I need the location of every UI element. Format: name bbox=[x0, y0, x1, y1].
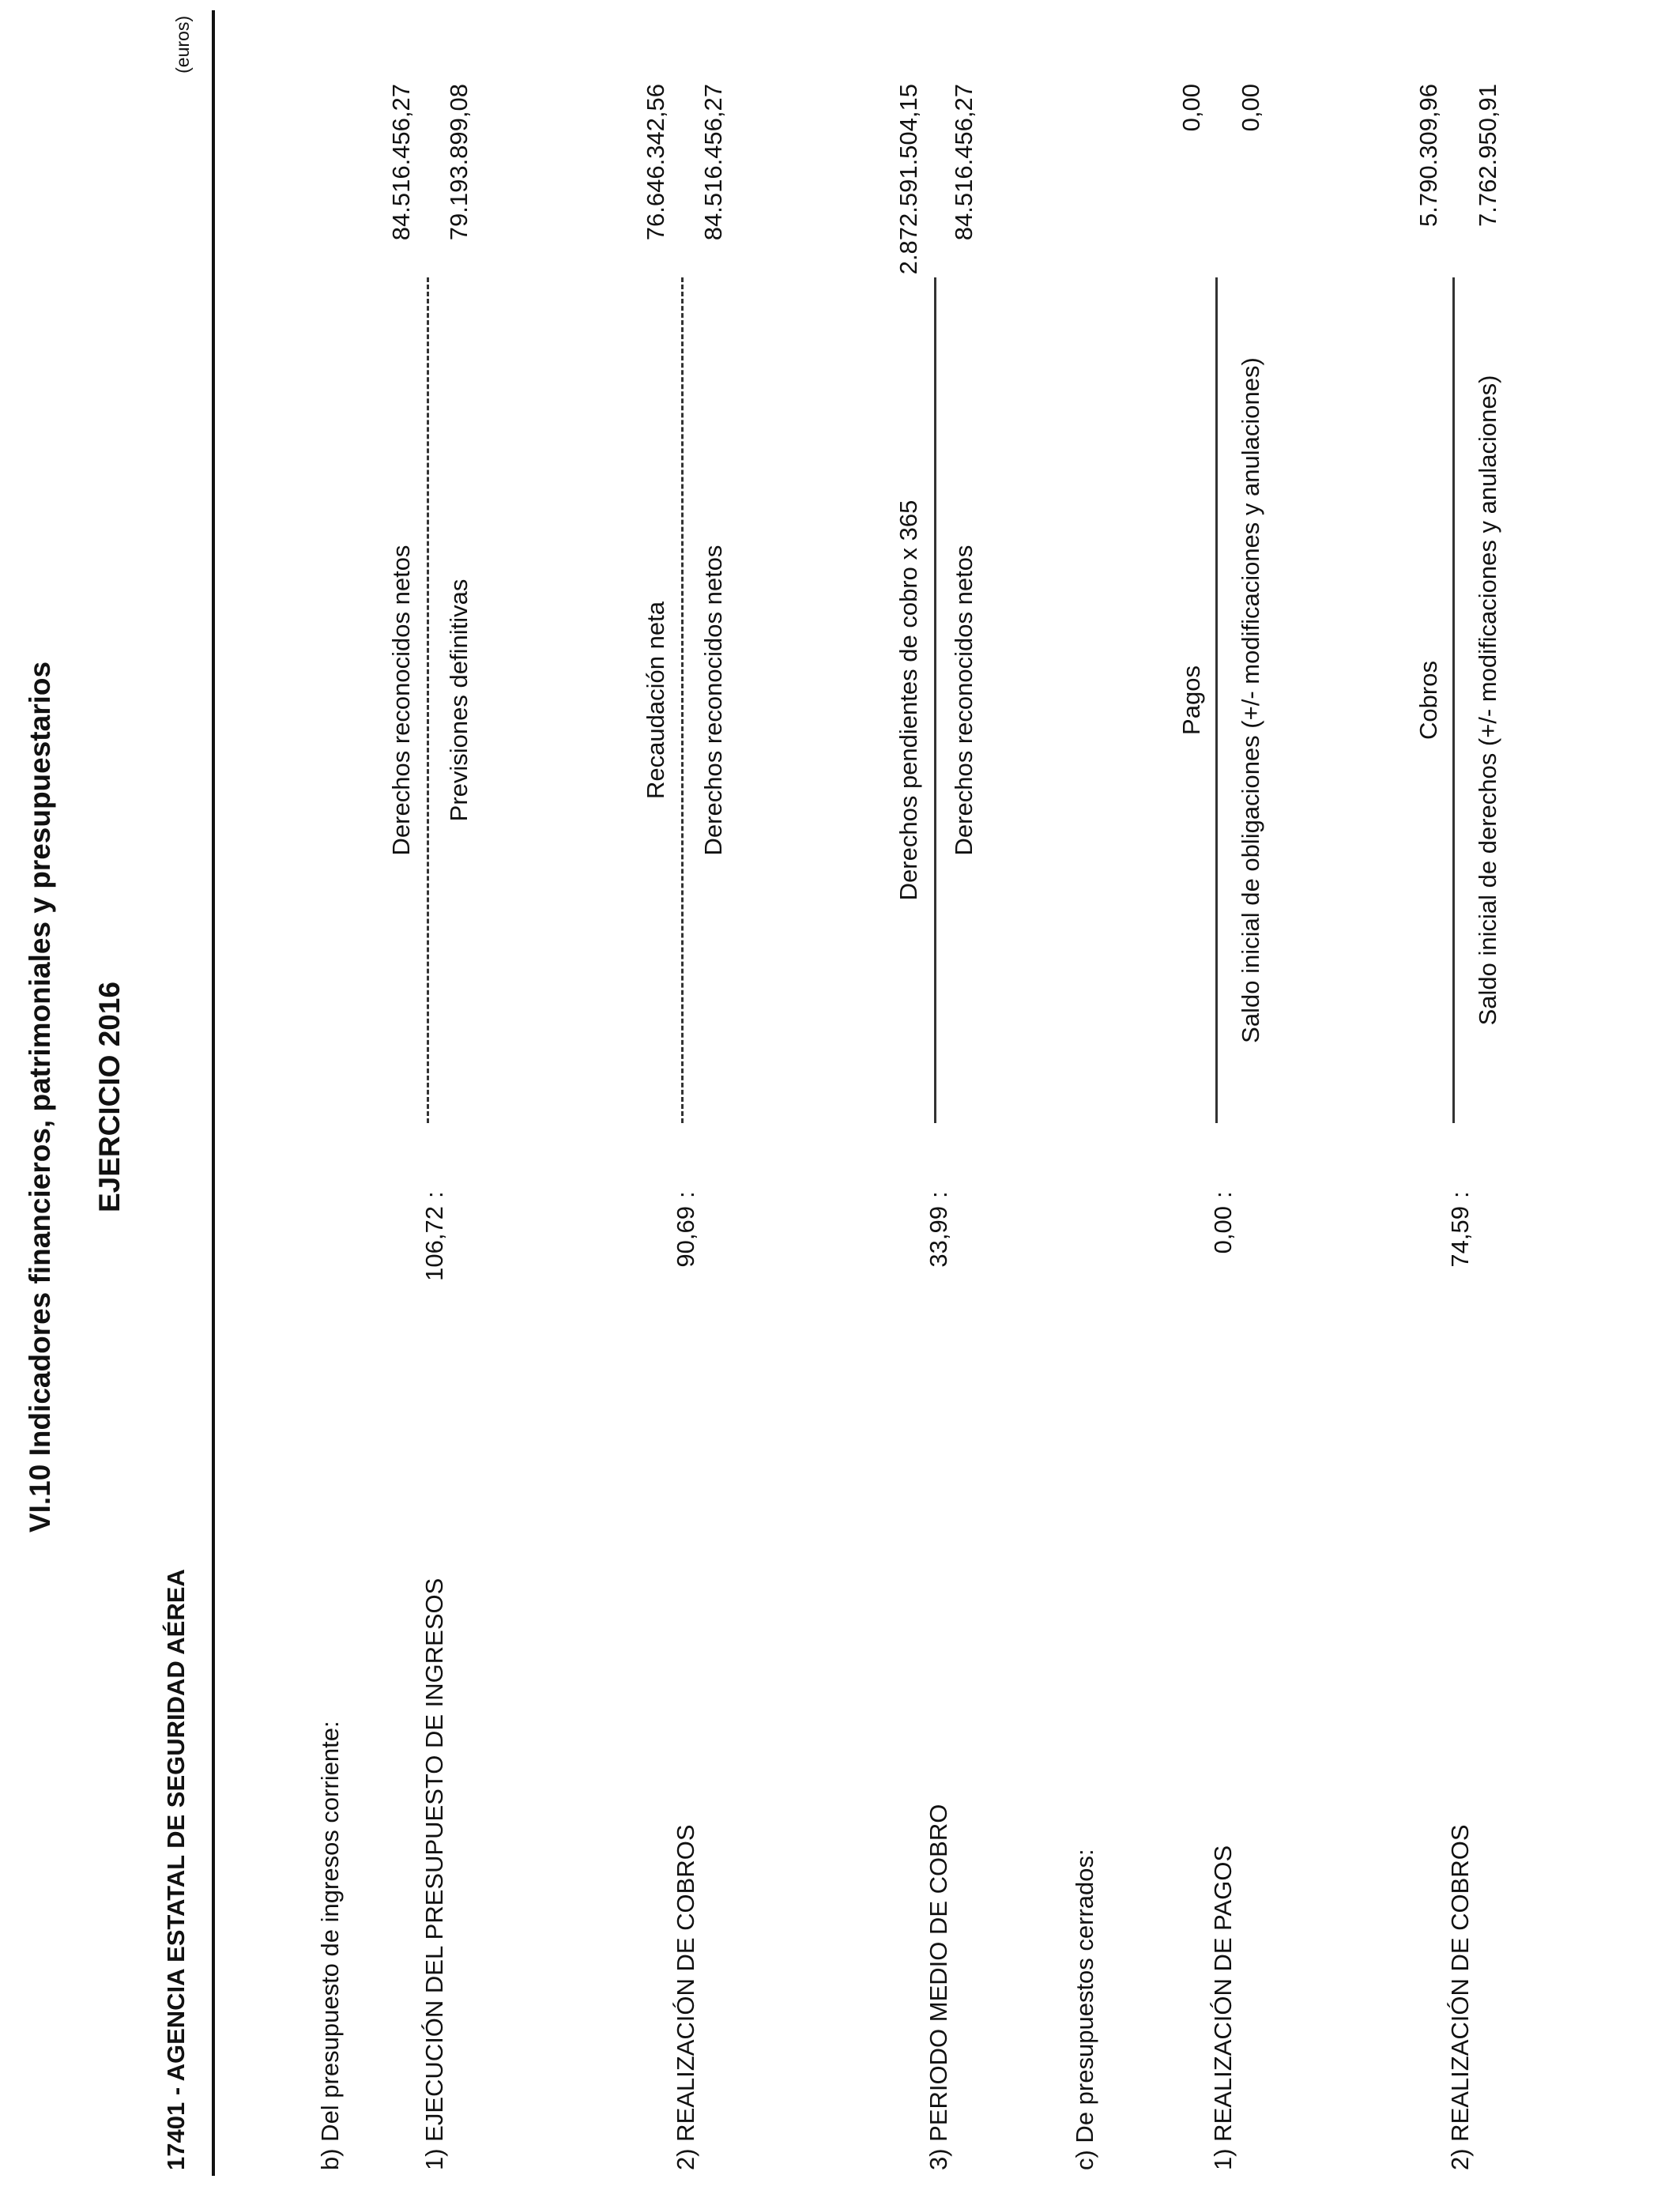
fraction-line bbox=[681, 277, 684, 1123]
fraction-line bbox=[427, 277, 429, 1123]
numerator-label: Derechos pendientes de cobro x 365 bbox=[895, 499, 922, 901]
indicator-ratio: 74,59 bbox=[1446, 1206, 1474, 1268]
colon-separator: : bbox=[925, 1191, 952, 1198]
colon-separator: : bbox=[1446, 1191, 1474, 1198]
indicator-ratio: 33,99 bbox=[925, 1206, 952, 1268]
indicator-label: 2) REALIZACIÓN DE COBROS bbox=[1446, 1824, 1474, 2170]
fraction-line bbox=[1452, 277, 1455, 1123]
unit-label: (euros) bbox=[172, 16, 193, 74]
colon-separator: : bbox=[1209, 1191, 1237, 1198]
denominator-label: Derechos reconocidos netos bbox=[699, 545, 727, 856]
numerator-label: Recaudación neta bbox=[642, 601, 669, 799]
denominator-value: 7.762.950,91 bbox=[1474, 84, 1501, 228]
indicator-label: 1) REALIZACIÓN DE PAGOS bbox=[1209, 1845, 1237, 2170]
numerator-label: Pagos bbox=[1177, 665, 1205, 735]
indicator-label: 2) REALIZACIÓN DE COBROS bbox=[672, 1824, 699, 2170]
section-heading: b) Del presupuesto de ingresos corriente: bbox=[316, 1721, 344, 2170]
fraction-line bbox=[934, 277, 936, 1123]
denominator-value: 79.193.899,08 bbox=[445, 84, 473, 241]
colon-separator: : bbox=[672, 1191, 699, 1198]
indicator-label: 1) EJECUCIÓN DEL PRESUPUESTO DE INGRESOS bbox=[420, 1578, 448, 2170]
entity-name: 17401 - AGENCIA ESTATAL DE SEGURIDAD AÉREA bbox=[162, 1569, 190, 2170]
numerator-label: Cobros bbox=[1414, 661, 1442, 740]
exercise-title: EJERCICIO 2016 bbox=[93, 981, 126, 1213]
numerator-value: 2.872.591.504,15 bbox=[895, 84, 922, 275]
denominator-label: Saldo inicial de obligaciones (+/- modificaciones y anulaciones) bbox=[1237, 357, 1264, 1043]
denominator-value: 84.516.456,27 bbox=[950, 84, 977, 241]
indicator-ratio: 0,00 bbox=[1209, 1206, 1237, 1254]
denominator-label: Saldo inicial de derechos (+/- modificaciones y anulaciones) bbox=[1474, 375, 1501, 1026]
numerator-value: 5.790.309,96 bbox=[1414, 84, 1442, 228]
colon-separator: : bbox=[420, 1191, 448, 1198]
section-heading: c) De presupuestos cerrados: bbox=[1071, 1849, 1098, 2170]
indicator-label: 3) PERIODO MEDIO DE COBRO bbox=[925, 1804, 952, 2170]
denominator-label: Derechos reconocidos netos bbox=[950, 545, 977, 856]
page-title: VI.10 Indicadores financieros, patrimoniales y presupuestarios bbox=[24, 661, 56, 1533]
numerator-value: 0,00 bbox=[1177, 84, 1205, 132]
denominator-value: 84.516.456,27 bbox=[699, 84, 727, 241]
denominator-value: 0,00 bbox=[1237, 84, 1264, 132]
numerator-value: 76.646.342,56 bbox=[642, 84, 669, 241]
header-rule bbox=[212, 10, 215, 2176]
denominator-label: Previsiones definitivas bbox=[445, 579, 473, 822]
indicator-ratio: 106,72 bbox=[420, 1206, 448, 1281]
numerator-label: Derechos reconocidos netos bbox=[387, 545, 415, 856]
numerator-value: 84.516.456,27 bbox=[387, 84, 415, 241]
fraction-line bbox=[1215, 277, 1218, 1123]
indicator-ratio: 90,69 bbox=[672, 1206, 699, 1268]
